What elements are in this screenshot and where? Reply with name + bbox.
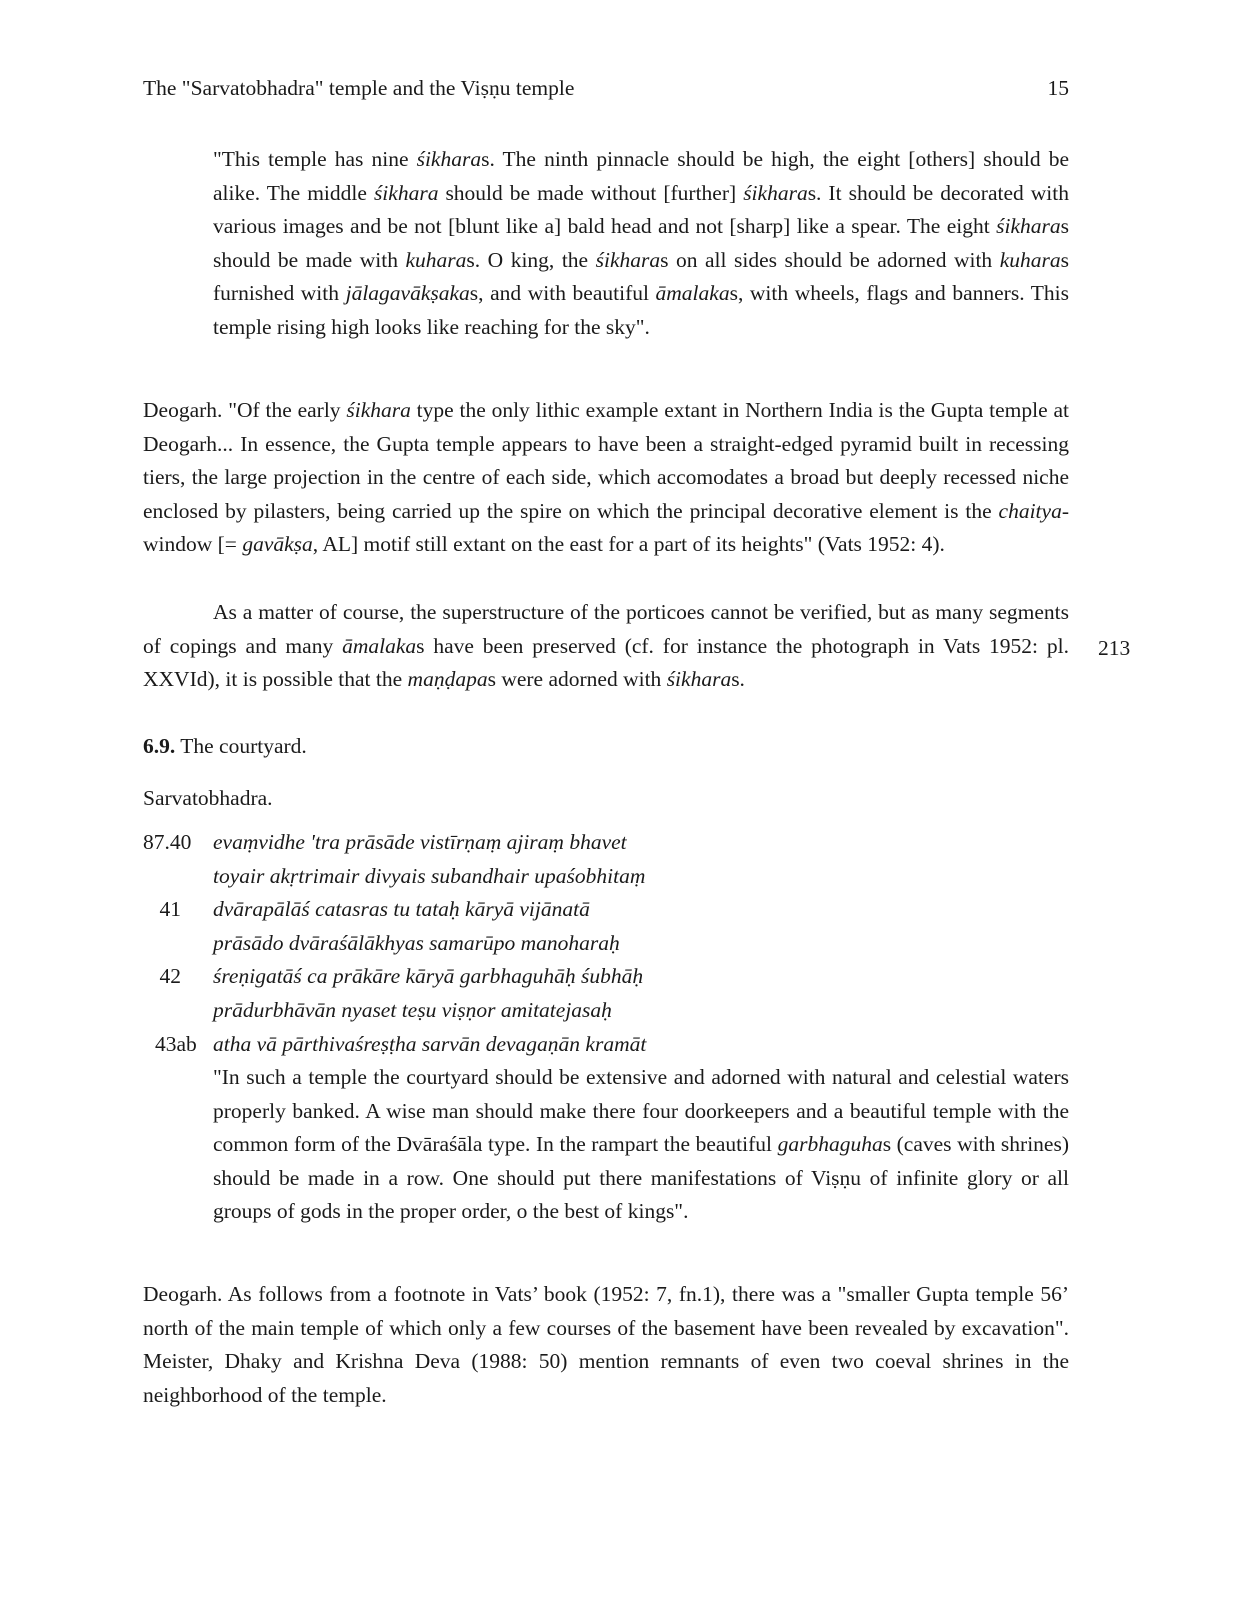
verse-number: 42 (159, 964, 181, 989)
section-title: The courtyard. (175, 734, 307, 758)
quote-block-1 (143, 143, 1069, 345)
verse-row (143, 994, 1069, 1028)
section-number: 6.9. (143, 734, 176, 758)
subheading: Sarvatobhadra. (143, 786, 273, 810)
quote-block-2 (143, 1061, 1069, 1229)
quote-paragraph-2: "In such a temple the courtyard should be extensive and adorned with natural and celestial waters properly banked. A wise man should make there four doorkeepers and a beautiful temple with the common form of the Dvāraśāla type. In the rampart the beautiful garbhaguhas (caves with shrines) should be made in a row. One should put there manifestations of Viṣṇu of infinite glory or all groups of gods in the proper order, o the best of kings". (213, 1065, 1069, 1224)
verse-row (143, 860, 1069, 894)
verse-number: 43ab (155, 1031, 197, 1056)
section-heading (143, 730, 1069, 764)
verse-row (143, 927, 1069, 961)
body-paragraph: As a matter of course, the superstructure of the porticoes cannot be verified, but as many segments of copings and many āmalakas have been preserved (cf. for instance the photograph in Vats 1952: pl. XXVId), it is possible that the maṇḍapas were adorned with śikharas. (143, 600, 1069, 692)
verse-text: evaṃvidhe 'tra prāsāde vistīrṇaṃ ajiraṃ bhavet (213, 830, 627, 854)
verse-row (143, 893, 1069, 927)
paragraph-2 (143, 596, 1069, 697)
deogarh-paragraph-2 (143, 1278, 1069, 1412)
page-number: 15 (1047, 76, 1069, 100)
verse-number: 41 (159, 897, 181, 922)
body-paragraph: Deogarh. As follows from a footnote in Vats’ book (1952: 7, fn.1), there was a "smaller Gupta temple 56’ north of the main temple of which only a few courses of the basement have been revealed by excavation". Meister, Dhaky and Krishna Deva (1988: 50) mention remnants of even two coeval shrines in the neighborhood of the temple. (143, 1282, 1069, 1407)
verse-text: śreṇigatāś ca prākāre kāryā garbhaguhāḥ śubhāḥ (213, 964, 644, 989)
body-paragraph: Deogarh. "Of the early śikhara type the only lithic example extant in Northern India is the Gupta temple at Deogarh... In essence, the Gupta temple appears to have been a straight-edged pyramid built in recessing tiers, the large projection in the centre of each side, which accomodates a broad but deeply recessed niche enclosed by pilasters, being carried up the spire on which the principal decorative element is the chaitya-window [= gavākṣa, AL] motif still extant on the east for a part of its heights" (Vats 1952: 4). (143, 398, 1069, 557)
verse-text: prādurbhāvān nyaset teṣu viṣṇor amitatejasaḥ (213, 997, 612, 1022)
deogarh-paragraph-1 (143, 394, 1069, 562)
verse-row (143, 826, 1069, 860)
margin-page-number: 213 (1098, 636, 1131, 660)
verse-list (143, 826, 1069, 1061)
verse-row (143, 960, 1069, 994)
verse-text: prāsādo dvāraśālākhyas samarūpo manoharaḥ (213, 930, 620, 955)
verse-text: dvārapālāś catasras tu tataḥ kāryā vijānatā (213, 897, 590, 922)
verse-text: toyair akṛtrimair divyais subandhair upaśobhitaṃ (213, 863, 646, 888)
verse-number: 87.40 (143, 830, 192, 854)
running-title: The "Sarvatobhadra" temple and the Viṣṇu temple (143, 76, 575, 100)
verse-row (143, 1028, 1069, 1062)
running-header (143, 76, 1069, 106)
verse-text: atha vā pārthivaśreṣṭha sarvān devagaṇān kramāt (213, 1031, 647, 1056)
quote-paragraph-1: "This temple has nine śikharas. The ninth pinnacle should be high, the eight [others] should be alike. The middle śikhara should be made without [further] śikharas. It should be decorated with various images and be not [blunt like a] bald head and not [sharp] like a spear. The eight śikharas should be made with kuharas. O king, the śikharas on all sides should be adorned with kuharas furnished with jālagavākṣakas, and with beautiful āmalakas, with wheels, flags and banners. This temple rising high looks like reaching for the sky". (213, 147, 1070, 339)
